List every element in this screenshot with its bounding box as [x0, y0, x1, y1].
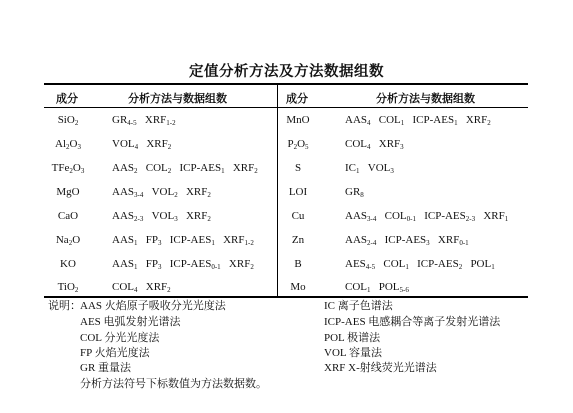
- right-methods-cell: [345, 186, 364, 198]
- token: XRF: [228, 258, 251, 270]
- token: ICP-AES: [169, 258, 212, 270]
- token-subscript: 0-1: [459, 239, 469, 247]
- token: ICP-AES: [424, 210, 466, 222]
- token: S: [294, 162, 302, 174]
- token: FP: [145, 234, 159, 246]
- token: ICP-AES: [179, 162, 222, 174]
- token-subscript: 4: [367, 143, 371, 151]
- token-subscript: 1: [491, 263, 495, 271]
- token-subscript: 4-5: [365, 263, 376, 271]
- left-methods-cell: [112, 210, 211, 222]
- token: CaO: [57, 210, 79, 222]
- notes-footer: 分析方法符号下标数值为方法数据数。: [80, 378, 267, 390]
- token-subscript: 3: [390, 167, 394, 175]
- token: AAS: [345, 210, 368, 222]
- token: VOL: [151, 210, 175, 222]
- token-subscript: 2: [458, 263, 463, 271]
- token: POL: [378, 281, 400, 293]
- header-methods-left: 分析方法与数据组数: [128, 92, 227, 105]
- token: ICP-AES: [417, 258, 459, 270]
- note-right: ICP-AES 电感耦合等离子发射光谱法: [324, 316, 501, 328]
- token: B: [294, 258, 302, 270]
- token: Zn: [291, 234, 305, 246]
- token: O: [72, 234, 81, 246]
- token-subscript: 3: [158, 239, 162, 247]
- right-methods-cell: [345, 138, 404, 150]
- right-component-cell: [268, 210, 328, 222]
- token-subscript: 4: [367, 119, 371, 127]
- token: VOL: [151, 186, 175, 198]
- token-subscript: 2: [174, 191, 178, 199]
- table-title: 定值分析方法及方法数据组数: [189, 64, 384, 80]
- token: COL: [112, 281, 134, 293]
- token: O: [69, 138, 78, 150]
- left-component-cell: [38, 234, 98, 246]
- token-subscript: 1: [400, 119, 405, 127]
- token: VOL: [112, 138, 135, 150]
- header-component-right: 成分: [286, 92, 308, 105]
- right-component-cell: [268, 281, 328, 293]
- token: POL: [470, 258, 492, 270]
- token: KO: [60, 258, 76, 270]
- token-subscript: 2: [69, 167, 73, 175]
- token-subscript: 2-4: [367, 239, 377, 247]
- token: Cu: [291, 210, 305, 222]
- token-subscript: 1: [356, 167, 360, 175]
- token-subscript: 2: [167, 143, 172, 151]
- token: AAS: [112, 234, 135, 246]
- token-subscript: 1: [504, 215, 509, 223]
- token: XRF: [465, 114, 488, 126]
- left-methods-cell: [112, 114, 176, 126]
- token: SiO: [57, 114, 75, 126]
- token: AAS: [112, 186, 135, 198]
- token-subscript: 4: [134, 286, 138, 294]
- token: GR: [345, 186, 361, 198]
- token: XRF: [146, 138, 168, 150]
- token: AAS: [112, 210, 135, 222]
- token-subscript: 2: [487, 119, 491, 127]
- token: LOI: [288, 186, 308, 198]
- token-subscript: 1: [211, 239, 215, 247]
- right-component-cell: [268, 258, 328, 270]
- notes-label: 说明：: [48, 300, 81, 312]
- token: AAS: [345, 114, 368, 126]
- header-component-left: 成分: [56, 92, 78, 105]
- token-subscript: 1: [367, 286, 371, 294]
- token: COL: [345, 138, 367, 150]
- token-subscript: 1: [405, 263, 409, 271]
- token-subscript: 5: [305, 143, 309, 151]
- token-subscript: 1-2: [166, 119, 176, 127]
- token-subscript: 3: [80, 167, 85, 175]
- token: AES: [345, 258, 366, 270]
- table-bottom-rule: [44, 296, 528, 298]
- right-component-cell: [268, 114, 328, 126]
- token-subscript: 4: [134, 143, 139, 151]
- token: XRF: [437, 234, 460, 246]
- token-subscript: 2: [66, 143, 70, 151]
- token-subscript: 3: [426, 239, 430, 247]
- token: XRF: [483, 210, 505, 222]
- token-subscript: 2: [254, 167, 258, 175]
- token-subscript: 2: [207, 215, 211, 223]
- token: FP: [145, 258, 159, 270]
- token-subscript: 0-1: [211, 263, 221, 271]
- header-methods-right: 分析方法与数据组数: [376, 92, 475, 105]
- token: XRF: [378, 138, 401, 150]
- token: XRF: [223, 234, 245, 246]
- right-component-cell: [268, 162, 328, 174]
- token: XRF: [145, 281, 168, 293]
- token: Na: [55, 234, 69, 246]
- token-subscript: 2-3: [134, 215, 144, 223]
- token: XRF: [232, 162, 255, 174]
- token-subscript: 2: [293, 143, 298, 151]
- token: MnO: [286, 114, 310, 126]
- token: TiO: [57, 281, 75, 293]
- token-subscript: 3: [77, 143, 81, 151]
- left-component-cell: [38, 138, 98, 150]
- right-methods-cell: [345, 162, 394, 174]
- token-subscript: 1: [134, 263, 138, 271]
- token-subscript: 1: [221, 167, 225, 175]
- left-methods-cell: [112, 258, 254, 270]
- left-component-cell: [38, 281, 98, 293]
- token-subscript: 2: [134, 167, 138, 175]
- token-subscript: 1-2: [244, 239, 254, 247]
- note-left: GR 重量法: [80, 362, 132, 374]
- token: TFe: [51, 162, 70, 174]
- left-methods-cell: [112, 162, 258, 174]
- token: VOL: [367, 162, 391, 174]
- token-subscript: 0-1: [406, 215, 416, 223]
- token: O: [297, 138, 306, 150]
- note-right: POL 极谱法: [324, 332, 381, 344]
- token-subscript: 2: [68, 239, 73, 247]
- table-header-rule: [44, 107, 528, 108]
- token: ICP-AES: [169, 234, 212, 246]
- token-subscript: 3: [158, 263, 162, 271]
- table-top-rule: [44, 83, 528, 85]
- token: XRF: [185, 210, 208, 222]
- note-right: XRF X-射线荧光光谱法: [324, 362, 437, 374]
- token-subscript: 4-5: [127, 119, 137, 127]
- token: COL: [378, 114, 401, 126]
- token-subscript: 2: [167, 286, 171, 294]
- left-methods-cell: [112, 186, 211, 198]
- right-component-cell: [268, 138, 328, 150]
- token: XRF: [144, 114, 167, 126]
- token: GR: [112, 114, 128, 126]
- token-subscript: 2: [74, 286, 79, 294]
- right-methods-cell: [345, 258, 495, 270]
- left-methods-cell: [112, 281, 171, 293]
- left-component-cell: [38, 210, 98, 222]
- token-subscript: 1: [454, 119, 458, 127]
- token: AAS: [112, 162, 135, 174]
- note-left: FP 火焰光度法: [80, 347, 150, 359]
- token-subscript: 3-4: [367, 215, 377, 223]
- left-methods-cell: [112, 138, 171, 150]
- token: ICP-AES: [412, 114, 455, 126]
- token-subscript: 2-3: [465, 215, 476, 223]
- token-subscript: 3-4: [134, 191, 144, 199]
- left-methods-cell: [112, 234, 254, 246]
- token: Al: [55, 138, 67, 150]
- right-methods-cell: [345, 114, 491, 126]
- note-right: IC 离子色谱法: [324, 300, 393, 312]
- left-component-cell: [38, 186, 98, 198]
- token-subscript: 3: [400, 143, 404, 151]
- token: O: [72, 162, 81, 174]
- token-subscript: 8: [360, 191, 364, 199]
- right-methods-cell: [345, 234, 469, 246]
- note-left: AES 电弧发射光谱法: [80, 316, 181, 328]
- right-component-cell: [268, 234, 328, 246]
- token: P: [287, 138, 294, 150]
- token-subscript: 2: [207, 191, 211, 199]
- token: COL: [345, 281, 367, 293]
- token-subscript: 5-6: [399, 286, 409, 294]
- token: Mo: [290, 281, 306, 293]
- token-subscript: 3: [174, 215, 178, 223]
- token-subscript: 2: [250, 263, 254, 271]
- token: MgO: [56, 186, 80, 198]
- note-left: COL 分光光度法: [80, 332, 160, 344]
- note-left: AAS 火焰原子吸收分光光度法: [80, 300, 226, 312]
- left-component-cell: [38, 114, 98, 126]
- token: COL: [384, 210, 407, 222]
- right-methods-cell: [345, 210, 508, 222]
- note-right: VOL 容量法: [324, 347, 382, 359]
- token: ICP-AES: [384, 234, 427, 246]
- right-component-cell: [268, 186, 328, 198]
- token-subscript: 2: [167, 167, 172, 175]
- right-methods-cell: [345, 281, 409, 293]
- token: COL: [145, 162, 168, 174]
- token: AAS: [112, 258, 135, 270]
- token: IC: [345, 162, 356, 174]
- left-component-cell: [38, 162, 98, 174]
- token: XRF: [185, 186, 208, 198]
- token: COL: [383, 258, 406, 270]
- token-subscript: 1: [134, 239, 138, 247]
- token: AAS: [345, 234, 368, 246]
- left-component-cell: [38, 258, 98, 270]
- token-subscript: 2: [74, 119, 79, 127]
